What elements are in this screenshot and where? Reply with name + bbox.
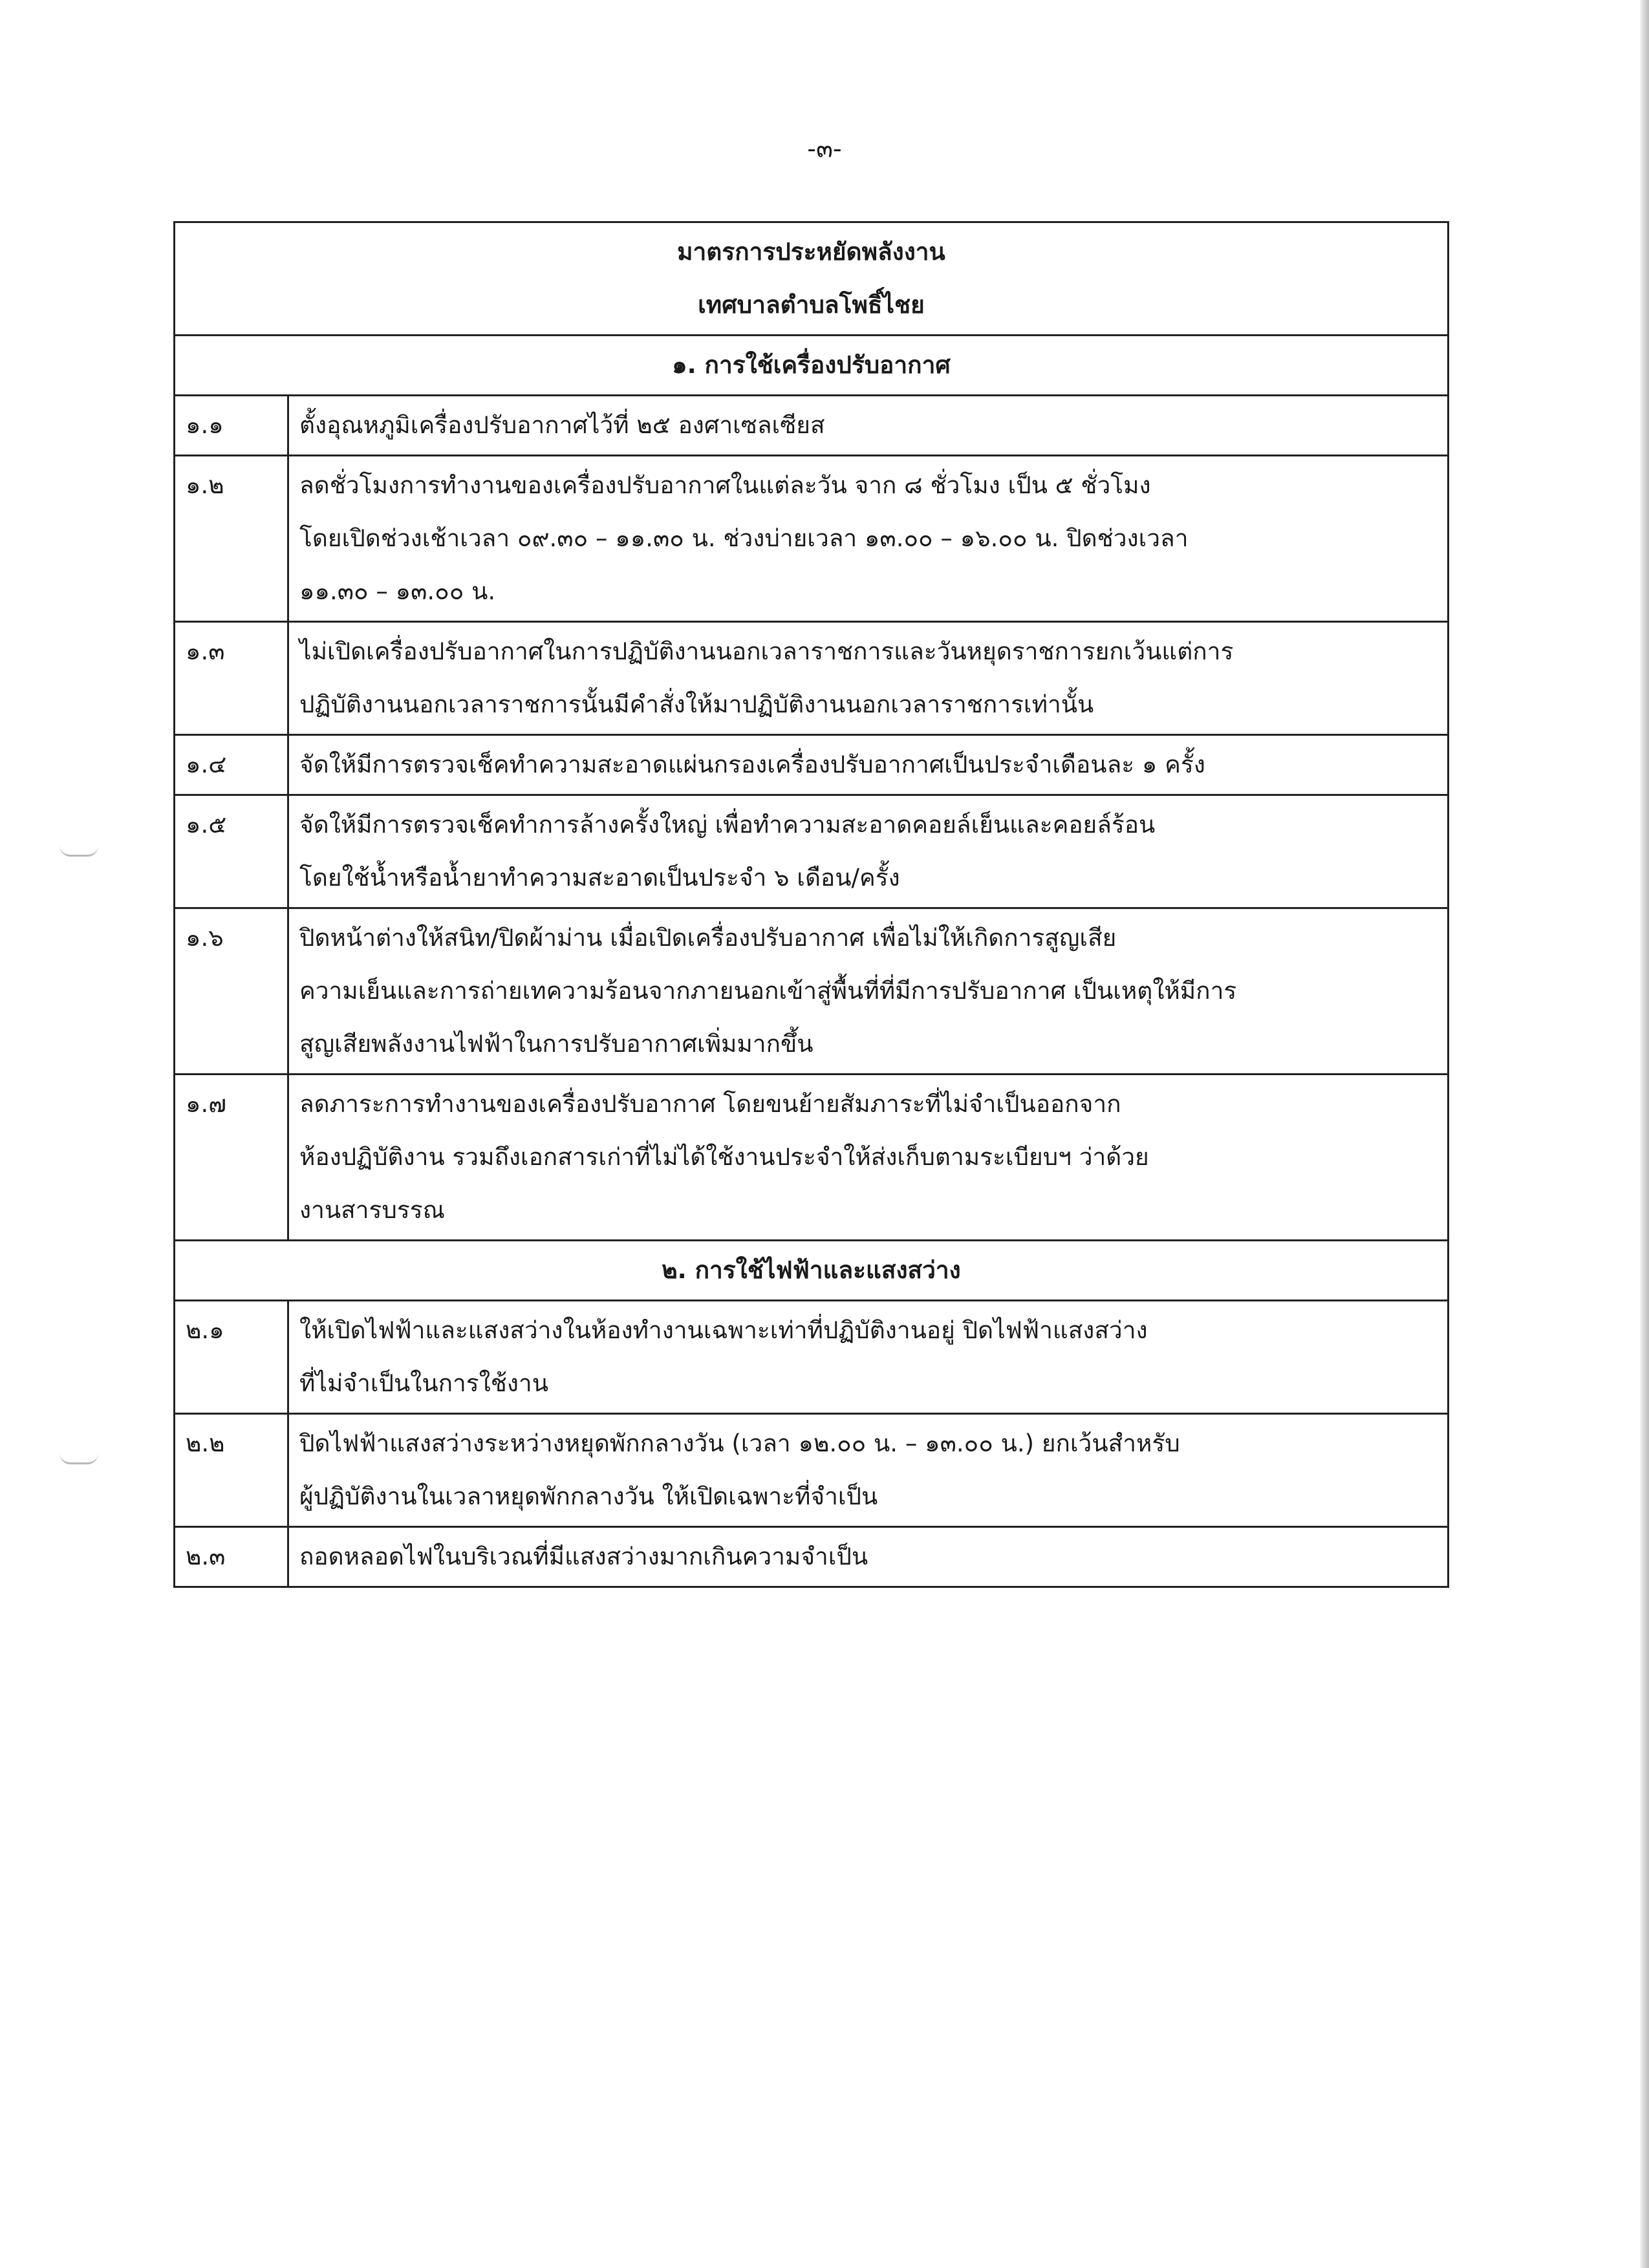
item-text-line: จัดให้มีการตรวจเช็คทำการล้างครั้งใหญ่ เพื่อทำความสะอาดคอยล์เย็นและคอยล์ร้อน: [299, 811, 1156, 839]
scan-mark: [59, 1453, 98, 1464]
item-text-line: ปฏิบัติงานนอกเวลาราชการนั้นมีคำสั่งให้มาปฏิบัติงานนอกเวลาราชการเท่านั้น: [299, 690, 1094, 718]
item-number: ๒.๒: [175, 1414, 288, 1527]
item-text-line: ตั้งอุณหภูมิเครื่องปรับอากาศไว้ที่ ๒๕ องศาเซลเซียส: [299, 411, 825, 439]
item-text-line: ไม่เปิดเครื่องปรับอากาศในการปฏิบัติงานนอกเวลาราชการและวันหยุดราชการยกเว้นแต่การ: [299, 637, 1234, 665]
table-row: [175, 1301, 1449, 1414]
item-text-line: ผู้ปฏิบัติงานในเวลาหยุดพักกลางวัน ให้เปิดเฉพาะที่จำเป็น: [299, 1482, 878, 1510]
item-text: [288, 1414, 1449, 1527]
table-title: [175, 222, 1449, 336]
item-text-line: โดยใช้น้ำหรือน้ำยาทำความสะอาดเป็นประจำ ๖ เดือน/ครั้ง: [299, 864, 900, 892]
item-number: ๑.๔: [175, 735, 288, 795]
item-text-line: ให้เปิดไฟฟ้าและแสงสว่างในห้องทำงานเฉพาะเท่าที่ปฏิบัติงานอยู่ ปิดไฟฟ้าแสงสว่าง: [299, 1316, 1148, 1344]
item-text-line: ๑๑.๓๐ – ๑๓.๐๐ น.: [299, 577, 496, 605]
table-title-row: [175, 222, 1449, 336]
item-number: ๑.๒: [175, 456, 288, 622]
table-row: [175, 735, 1449, 795]
item-text-line: ห้องปฏิบัติงาน รวมถึงเอกสารเก่าที่ไม่ได้ใช้งานประจำให้ส่งเก็บตามระเบียบฯ ว่าด้วย: [299, 1143, 1149, 1171]
table-row: [175, 622, 1449, 735]
table-row: [175, 1414, 1449, 1527]
section-heading-row: [175, 1241, 1449, 1301]
item-number: ๑.๖: [175, 908, 288, 1075]
page-number: -๓-: [807, 134, 842, 163]
item-text-line: โดยเปิดช่วงเช้าเวลา ๐๙.๓๐ – ๑๑.๓๐ น. ช่วงบ่ายเวลา ๑๓.๐๐ – ๑๖.๐๐ น. ปิดช่วงเวลา: [299, 524, 1189, 552]
item-number: ๑.๕: [175, 795, 288, 908]
energy-saving-measures-table: [173, 221, 1449, 1588]
table-row: [175, 396, 1449, 456]
item-text: [288, 1527, 1449, 1587]
item-text-line: ความเย็นและการถ่ายเทความร้อนจากภายนอกเข้าสู่พื้นที่ที่มีการปรับอากาศ เป็นเหตุให้มีการ: [299, 977, 1237, 1005]
item-number: ๑.๗: [175, 1075, 288, 1241]
item-text: [288, 735, 1449, 795]
item-text-line: ที่ไม่จำเป็นในการใช้งาน: [299, 1369, 548, 1397]
sections-body: [175, 336, 1449, 1587]
item-text: [288, 622, 1449, 735]
table-row: [175, 795, 1449, 908]
item-text-line: งานสารบรรณ: [299, 1196, 445, 1224]
scanned-page-edge: [1640, 0, 1649, 2268]
item-text-line: ถอดหลอดไฟในบริเวณที่มีแสงสว่างมากเกินความจำเป็น: [299, 1543, 868, 1570]
scan-mark: [59, 846, 98, 857]
section-heading-row: [175, 336, 1449, 396]
item-text-line: สูญเสียพลังงานไฟฟ้าในการปรับอากาศเพิ่มมากขึ้น: [299, 1030, 814, 1058]
table-row: [175, 908, 1449, 1075]
item-number: ๑.๓: [175, 622, 288, 735]
item-text: [288, 908, 1449, 1075]
item-number: ๑.๑: [175, 396, 288, 456]
item-text-line: ลดชั่วโมงการทำงานของเครื่องปรับอากาศในแต่ละวัน จาก ๘ ชั่วโมง เป็น ๕ ชั่วโมง: [299, 471, 1151, 499]
item-number: ๒.๓: [175, 1527, 288, 1587]
item-number: ๒.๑: [175, 1301, 288, 1414]
table-title-line: เทศบาลตำบลโพธิ์ไชย: [698, 291, 925, 319]
table-row: [175, 456, 1449, 622]
item-text: [288, 1301, 1449, 1414]
table-row: [175, 1527, 1449, 1587]
item-text: [288, 1075, 1449, 1241]
item-text-line: ปิดหน้าต่างให้สนิท/ปิดผ้าม่าน เมื่อเปิดเครื่องปรับอากาศ เพื่อไม่ให้เกิดการสูญเสีย: [299, 924, 1117, 952]
item-text-line: จัดให้มีการตรวจเช็คทำความสะอาดแผ่นกรองเครื่องปรับอากาศเป็นประจำเดือนละ ๑ ครั้ง: [299, 751, 1205, 778]
item-text-line: ลดภาระการทำงานของเครื่องปรับอากาศ โดยขนย้ายสัมภาระที่ไม่จำเป็นออกจาก: [299, 1090, 1121, 1118]
section-heading: ๒. การใช้ไฟฟ้าและแสงสว่าง: [175, 1241, 1449, 1301]
table-title-line: มาตรการประหยัดพลังงาน: [677, 238, 945, 266]
item-text: [288, 456, 1449, 622]
item-text: [288, 795, 1449, 908]
item-text-line: ปิดไฟฟ้าแสงสว่างระหว่างหยุดพักกลางวัน (เวลา ๑๒.๐๐ น. – ๑๓.๐๐ น.) ยกเว้นสำหรับ: [299, 1429, 1180, 1457]
section-heading: ๑. การใช้เครื่องปรับอากาศ: [175, 336, 1449, 396]
table-row: [175, 1075, 1449, 1241]
item-text: [288, 396, 1449, 456]
